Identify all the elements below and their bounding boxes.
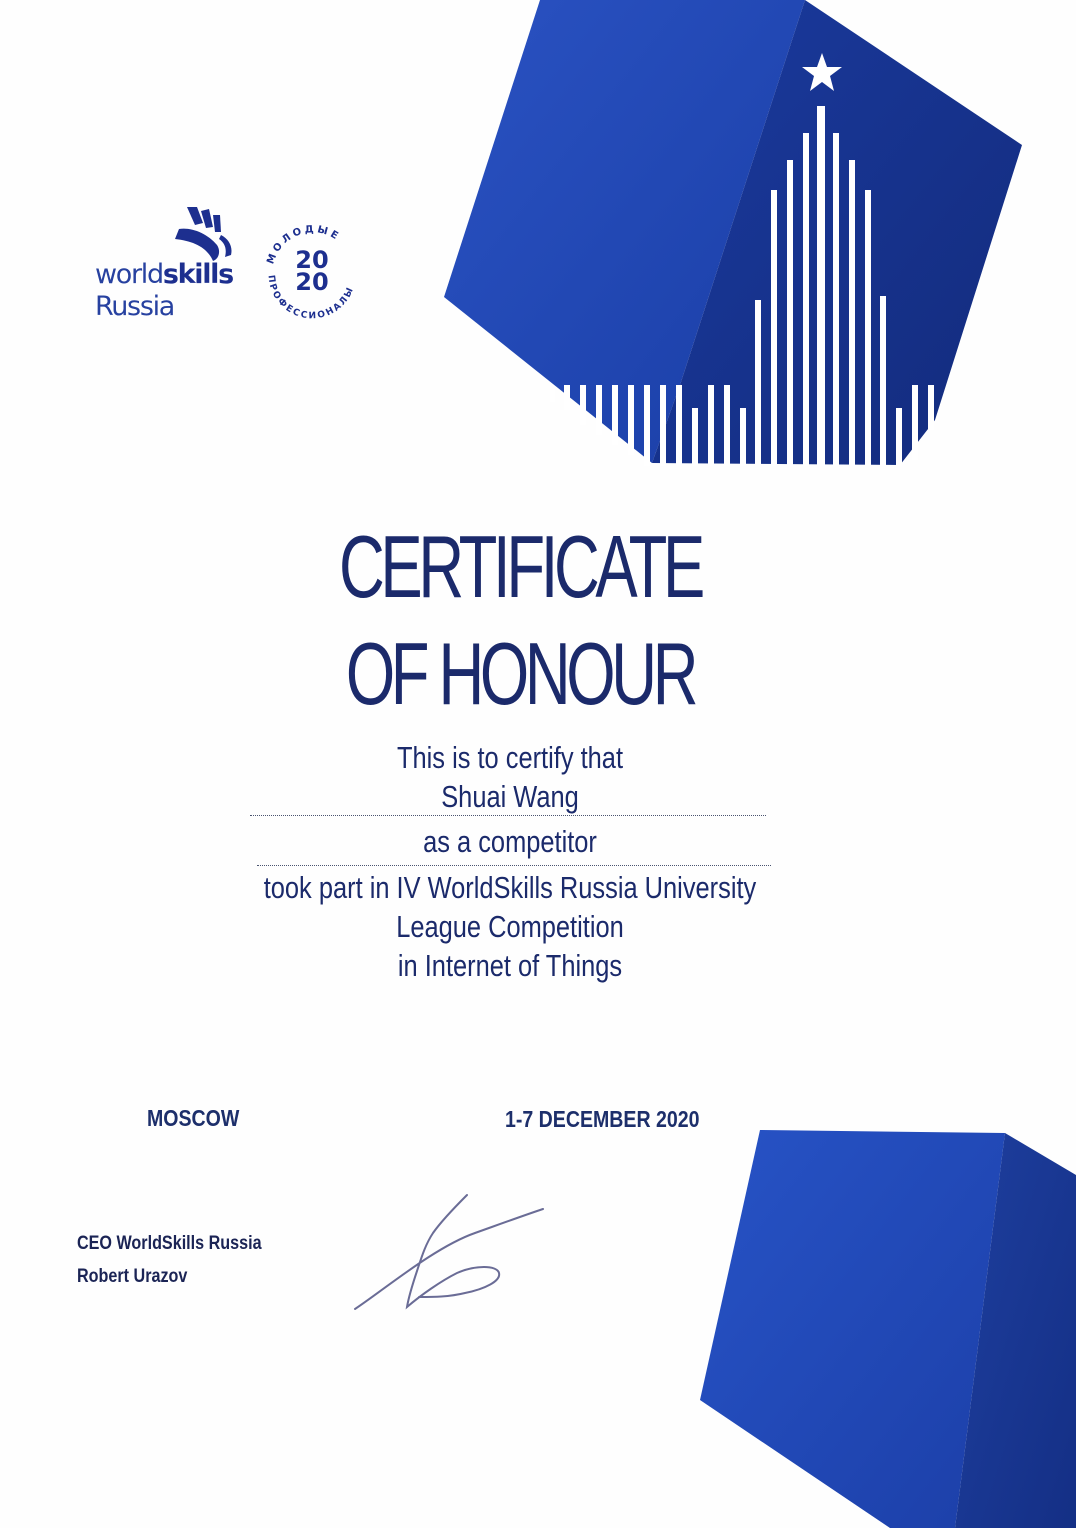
certificate-title-line2: OF HONOUR	[345, 624, 695, 723]
bottom-cube	[700, 1130, 1076, 1528]
intro-text: This is to certify that	[396, 740, 624, 775]
city-label: MOSCOW	[147, 1105, 240, 1131]
logo-bottom-text: ПРОФЕССИОНАЛЫ	[265, 274, 357, 322]
dates-label: 1-7 DECEMBER 2020	[505, 1106, 700, 1132]
recipient-underline	[250, 815, 766, 816]
recipient-name: Shuai Wang	[441, 779, 579, 814]
worldskills-wordmark: worldskills	[95, 259, 233, 290]
certificate-title-line1: CERTIFICATE	[338, 517, 702, 616]
logo-year-top: 20	[295, 246, 329, 274]
signer-name: Robert Urazov	[77, 1266, 188, 1287]
logo-top-text: МОЛОДЫЕ	[265, 224, 343, 266]
role-text: as a competitor	[423, 824, 597, 859]
signer-title: CEO WorldSkills Russia	[77, 1233, 262, 1254]
young-professionals-logo	[255, 218, 367, 330]
worldskills-region: Russia	[95, 291, 175, 322]
description-line2: League Competition	[396, 909, 624, 944]
worldskills-hand-icon	[173, 205, 238, 265]
logo-year-bottom: 20	[295, 268, 329, 296]
signature	[345, 1185, 550, 1315]
worldskills-logo	[95, 205, 245, 320]
description-line3: in Internet of Things	[397, 948, 623, 983]
role-underline	[257, 865, 771, 866]
description-line1: took part in IV WorldSkills Russia University	[263, 870, 757, 905]
top-cube	[444, 0, 1022, 466]
